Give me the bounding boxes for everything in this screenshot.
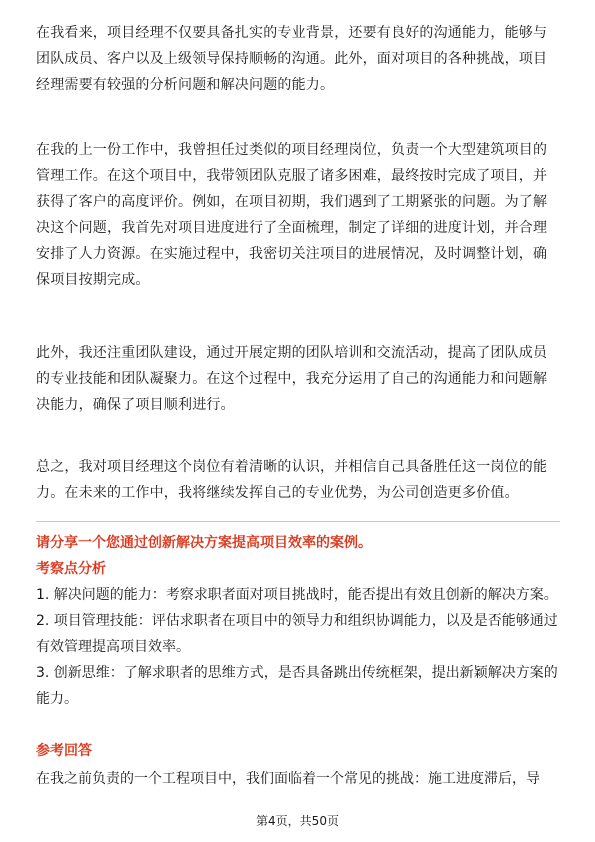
interview-question: 请分享一个您通过创新解决方案提高项目效率的案例。 bbox=[36, 535, 372, 551]
paragraph-summary: 总之，我对项目经理这个岗位有着清晰的认识，并相信自己具备胜任这一岗位的能力。在未来的工作中，我将继续发挥自己的专业优势，为公司创造更多价值。 bbox=[36, 459, 548, 501]
analysis-item: 2. 项目管理技能：评估求职者在项目中的领导力和组织协调能力，以及是否能够通过有效管理提高项目效率。 bbox=[36, 613, 558, 655]
page-footer: 第4页，共50页 bbox=[256, 814, 339, 828]
paragraph-team-building: 此外，我还注重团队建设，通过开展定期的团队培训和交流活动，提高了团队成员的专业技能和团队凝聚力。在这个过程中，我充分运用了自己的沟通能力和问题解决能力，确保了项目顺利进行。 bbox=[36, 345, 548, 413]
answer-heading: 参考回答 bbox=[36, 743, 92, 759]
paragraph-communication: 在我看来，项目经理不仅要具备扎实的专业背景，还要有良好的沟通能力，能够与团队成员、客户以及上级领导保持顺畅的沟通。此外，面对项目的各种挑战，项目经理需要有较强的分析问题和解决问题的能力。 bbox=[36, 25, 548, 93]
section-divider bbox=[36, 521, 560, 522]
analysis-item: 1. 解决问题的能力：考察求职者面对项目挑战时，能否提出有效且创新的解决方案。 bbox=[36, 587, 558, 603]
paragraph-previous-job: 在我的上一份工作中，我曾担任过类似的项目经理岗位，负责一个大型建筑项目的管理工作。在这个项目中，我带领团队克服了诸多困难，最终按时完成了项目，并获得了客户的高度评价。例如，在项目初期，我们遇到了工期紧张的问题。为了解决这个问题，我首先对项目进度进行了全面梳理，制定了详细的进度计划，并合理安排了人力资源。在实施过程中，我密切关注项目的进展情况，及时调整计划，确保项目按期完成。 bbox=[36, 142, 548, 288]
answer-text: 在我之前负责的一个工程项目中，我们面临着一个常见的挑战：施工进度滞后，导 bbox=[36, 771, 540, 787]
analysis-item: 3. 创新思维：了解求职者的思维方式，是否具备跳出传统框架，提出新颖解决方案的能力。 bbox=[36, 665, 558, 707]
analysis-heading: 考察点分析 bbox=[36, 561, 106, 577]
analysis-list bbox=[36, 582, 560, 712]
